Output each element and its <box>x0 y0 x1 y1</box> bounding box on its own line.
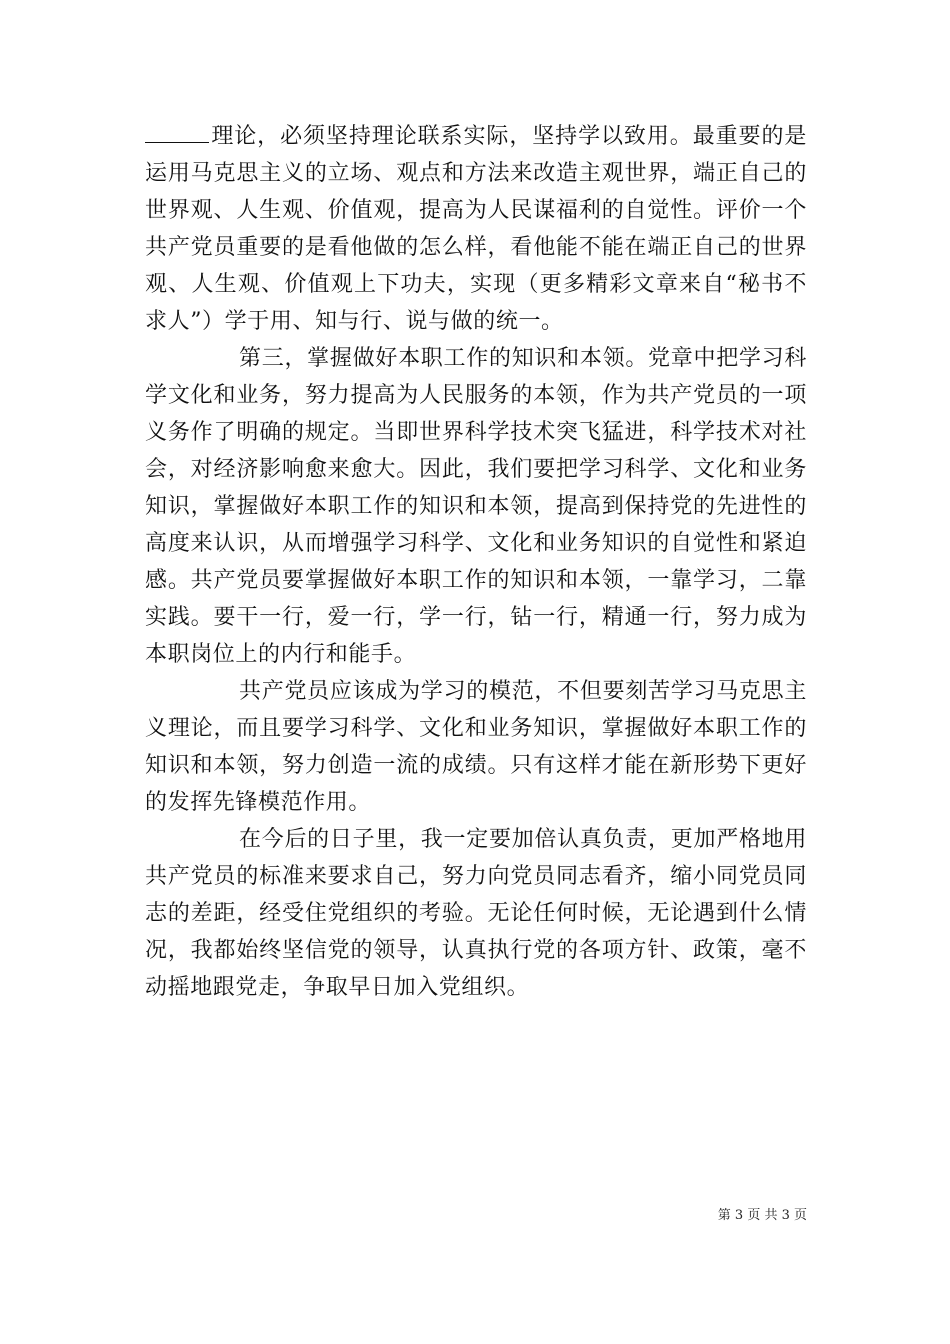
page-number-footer: 第 3 页 共 3 页 <box>717 1208 807 1223</box>
fill-in-blank <box>145 122 209 143</box>
paragraph-2: 第三，掌握做好本职工作的知识和本领。党章中把学习科学文化和业务，努力提高为人民服务的本领，作为共产党员的一项义务作了明确的规定。当即世界科学技术突飞猛进，科学技术对社会，对经济影响愈来愈大。因此，我们要把学习科学、文化和业务知识，掌握做好本职工作的知识和本领，提高到保持党的先进性的高度来认识，从而增强学习科学、文化和业务知识的自觉性和紧迫感。共产党员要掌握做好本职工作的知识和本领，一靠学习，二靠实践。要干一行，爱一行，学一行，钻一行，精通一行，努力成为本职岗位上的内行和能手。 <box>145 346 807 667</box>
paragraph-4: 在今后的日子里，我一定要加倍认真负责，更加严格地用共产党员的标准来要求自己，努力向党员同志看齐，缩小同党员同志的差距，经受住党组织的考验。无论任何时候，无论遇到什么情况，我都始终坚信党的领导，认真执行党的各项方针、政策，毫不动摇地跟党走，争取早日加入党组织。 <box>145 827 807 1000</box>
paragraph-1 <box>145 118 807 340</box>
paragraph-3: 共产党员应该成为学习的模范，不但要刻苦学习马克思主义理论，而且要学习科学、文化和业务知识，掌握做好本职工作的知识和本领，努力创造一流的成绩。只有这样才能在新形势下更好的发挥先锋模范作用。 <box>145 679 807 815</box>
paragraph-1-text: 理论，必须坚持理论联系实际，坚持学以致用。最重要的是运用马克思主义的立场、观点和方法来改造主观世界，端正自己的世界观、人生观、价值观，提高为人民谋福利的自觉性。评价一个共产党员重要的是看他做的怎么样，看他能不能在端正自己的世界观、人生观、价值观上下功夫，实现（更多精彩文章来自“秘书不求人”）学于用、知与行、说与做的统一。 <box>145 124 807 334</box>
document-body <box>145 118 807 1006</box>
